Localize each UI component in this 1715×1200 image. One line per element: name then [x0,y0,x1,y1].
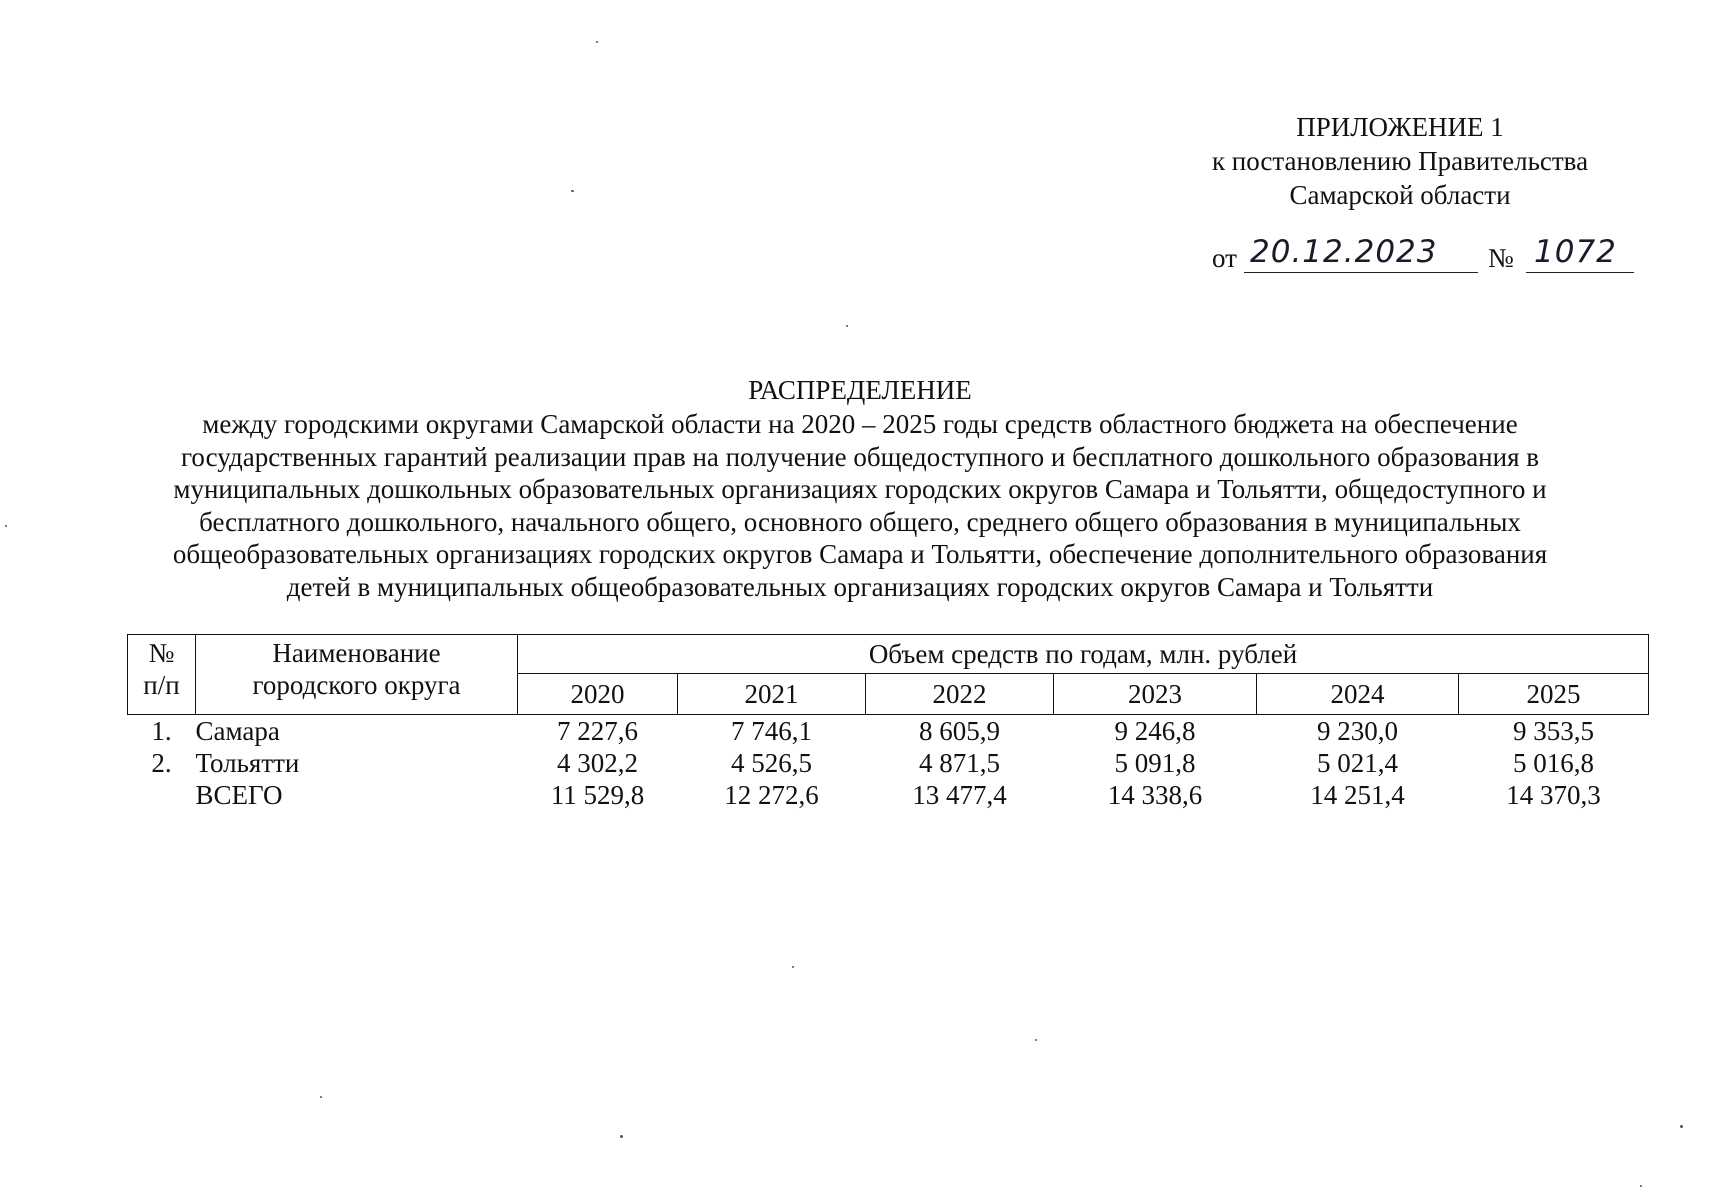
header-year: 2025 [1459,674,1649,715]
header-volume: Объем средств по годам, млн. рублей [518,635,1649,674]
number-prefix: № [1488,243,1514,273]
value-cell: 5 091,8 [1114,748,1196,778]
header-year: 2024 [1257,674,1459,715]
appendix-title: ПРИЛОЖЕНИЕ 1 [1296,112,1504,142]
district-name: Самара [195,716,280,746]
appendix-reference: к постановлению Правительства [1211,146,1589,176]
scan-speck [5,525,7,527]
value-cell: 4 302,2 [557,748,638,778]
header-year: 2023 [1054,674,1257,715]
subtitle-line: муниципальных дошкольных образовательных организациях городских округов Самара и Тольятти, общедоступного и [173,474,1547,504]
scan-speck [571,190,574,192]
appendix-region: Самарской области [1289,180,1511,210]
header-number-label: п/п [143,670,180,700]
subtitle-line: бесплатного дошкольного, начального общего, основного общего, среднего общего образования в муниципальных [199,506,1521,537]
value-cell: 9 230,0 [1317,716,1398,746]
header-name-line1: Наименование [272,638,441,668]
scan-speck [596,41,598,43]
value-cell: 7 746,1 [731,716,812,746]
value-cell: 4 871,5 [919,748,1000,778]
number-underline [1526,272,1634,273]
subtitle-line: между городскими округами Самарской области на 2020 – 2025 годы средств областного бюджета на обеспечение [202,409,1518,439]
subtitle-line: государственных гарантий реализации прав на получение общедоступного и бесплатного дошкольного образования в [181,441,1539,472]
total-value-cell: 11 529,8 [550,780,645,810]
total-value-cell: 12 272,6 [724,780,819,810]
value-cell: 9 353,5 [1513,716,1594,746]
header-year: 2020 [518,674,678,715]
scan-speck [1680,1125,1683,1128]
value-cell: 5 016,8 [1513,748,1594,778]
total-value-cell: 14 370,3 [1506,780,1601,810]
handwritten-number: 1072 [1534,234,1617,270]
table-row [128,715,1649,748]
scan-speck [320,1096,322,1098]
subtitle-line: общеобразовательных организациях городских округов Самара и Тольятти, обеспечение дополнительного образования [172,539,1548,569]
table-row [128,747,1649,779]
date-underline [1244,272,1478,273]
total-value-cell: 14 251,4 [1310,780,1405,810]
appendix-block [1160,110,1640,212]
header-year: 2022 [866,674,1054,715]
decree-date-number [1212,234,1652,278]
district-name: Тольятти [195,748,300,778]
scan-speck [1640,1185,1642,1187]
scan-speck [620,1135,623,1138]
date-prefix: от [1212,243,1237,273]
document-title: РАСПРЕДЕЛЕНИЕ [748,375,972,405]
value-cell: 9 246,8 [1114,716,1196,746]
header-row-number [128,635,196,715]
total-value-cell: 14 338,6 [1107,780,1203,810]
value-cell: 7 227,6 [557,716,638,746]
header-district-name [196,635,518,715]
total-label: ВСЕГО [195,780,283,810]
allocation-table [127,634,1649,811]
header-name-line2: городского округа [252,670,461,700]
row-number: 2. [151,748,172,778]
total-value-cell: 13 477,4 [912,780,1007,810]
value-cell: 4 526,5 [731,748,812,778]
header-year: 2021 [678,674,866,715]
total-row [128,779,1649,811]
value-cell: 8 605,9 [919,716,1000,746]
header-number-sign: № [148,638,175,668]
scan-speck [846,325,848,327]
scan-speck [1035,1039,1037,1041]
handwritten-date: 20.12.2023 [1250,234,1438,270]
scan-speck [792,966,794,968]
value-cell: 5 021,4 [1317,748,1398,778]
document-subtitle [100,408,1620,603]
row-number: 1. [151,716,172,746]
subtitle-line: детей в муниципальных общеобразовательных организациях городских округов Самара и Тольятти [286,571,1434,602]
